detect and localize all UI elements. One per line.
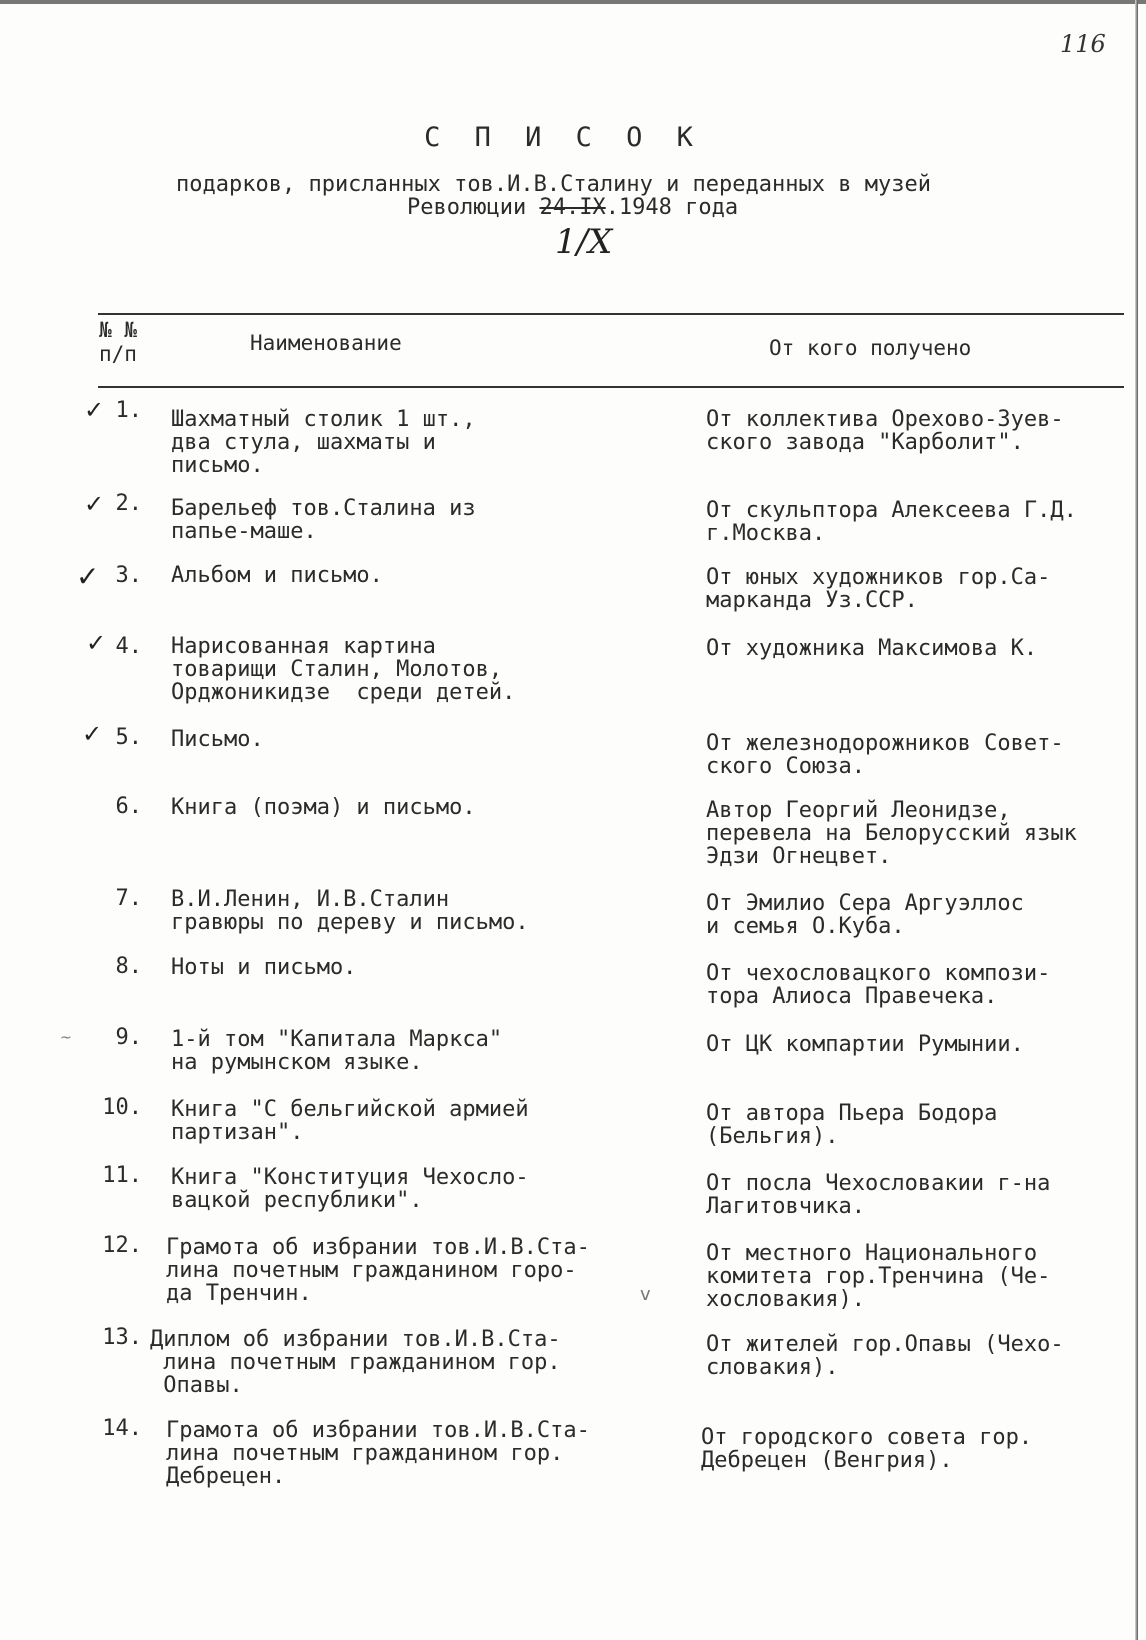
row-number: 14.	[102, 1416, 142, 1441]
row-number: 8.	[115, 954, 142, 979]
table-top-rule	[98, 313, 1124, 315]
table-header-rule	[98, 386, 1124, 388]
row-name: Ноты и письмо.	[171, 955, 357, 980]
row-from: От автора Пьера Бодора (Бельгия).	[706, 1101, 998, 1149]
row-from: От коллектива Орехово-Зуев- ского завода "Карболит".	[706, 407, 1064, 455]
row-name: Грамота об избрании тов.И.В.Ста- лина почетным гражданином горо- да Тренчин.	[166, 1235, 590, 1306]
check-mark-icon: ✓	[84, 396, 105, 424]
row-name: Барельеф тов.Сталина из папье-маше.	[171, 496, 476, 544]
subtitle-line-1: подарков, присланных тов.И.В.Сталину и переданных в музей	[176, 172, 931, 197]
row-name: 1-й том "Капитала Маркса" на румынском языке.	[171, 1027, 503, 1075]
row-from: От местного Национального комитета гор.Тренчина (Че- хословакия).	[706, 1241, 1051, 1312]
row-number: 4.	[115, 634, 142, 659]
row-number: 6.	[115, 794, 142, 819]
subtitle-line-2	[407, 195, 738, 220]
row-number: 7.	[115, 886, 142, 911]
check-mark-icon: ✓	[82, 720, 103, 748]
scan-edge-top	[0, 0, 1146, 4]
row-number: 9.	[115, 1025, 142, 1050]
row-number: 3.	[115, 563, 142, 588]
row-number: 12.	[102, 1233, 142, 1258]
subtitle-line-2-before: Революции	[407, 195, 540, 220]
row-from: От жителей гор.Опавы (Чехо- словакия).	[706, 1332, 1064, 1380]
row-name: Книга "С бельгийской армией партизан".	[171, 1097, 529, 1145]
header-number	[99, 318, 137, 366]
row-name: Нарисованная картина товарищи Сталин, Молотов, Орджоникидзе среди детей.	[171, 634, 516, 705]
row-from: Автор Георгий Леонидзе, перевела на Белорусский язык Эдзи Огнецвет.	[706, 798, 1077, 869]
row-number: 11.	[102, 1163, 142, 1188]
row-name: Альбом и письмо.	[171, 563, 383, 588]
row-from: От железнодорожников Совет- ского Союза.	[706, 731, 1064, 779]
row-name: Диплом об избрании тов.И.В.Ста- лина почетным гражданином гор. Опавы.	[150, 1327, 561, 1398]
document-title	[0, 122, 1146, 153]
page-number: 116	[1060, 30, 1106, 58]
row-number: 13.	[102, 1325, 142, 1350]
check-mark-icon: ✓	[76, 560, 100, 593]
header-number-line-2: п/п	[99, 342, 137, 366]
row-number: 5.	[115, 725, 142, 750]
row-number: 10.	[102, 1095, 142, 1120]
scan-edge-right	[1135, 0, 1138, 1640]
struck-date: 24.IX	[539, 195, 606, 220]
handwritten-date: 1/X	[555, 222, 613, 262]
row-name: Шахматный столик 1 шт., два стула, шахматы и письмо.	[171, 407, 476, 478]
subtitle-line-2-after: .1948 года	[605, 195, 739, 220]
check-mark-icon: ✓	[84, 490, 105, 518]
row-from: От ЦК компартии Румынии.	[706, 1032, 1024, 1057]
pencil-mark-icon: v	[640, 1284, 651, 1305]
row-from: От чехословацкого компози- тора Алиоса Правечека.	[706, 961, 1051, 1009]
header-from: От кого получено	[769, 336, 972, 360]
row-from: От художника Максимова К.	[706, 636, 1038, 661]
row-name: Книга "Конституция Чехосло- вацкой республики".	[171, 1165, 529, 1213]
document-title-text: С П И С О К	[424, 122, 702, 153]
row-name: В.И.Ленин, И.В.Сталин гравюры по дереву и письмо.	[171, 887, 529, 935]
row-number: 2.	[115, 491, 142, 516]
row-name: Грамота об избрании тов.И.В.Ста- лина почетным гражданином гор. Дебрецен.	[166, 1418, 590, 1489]
row-number: 1.	[115, 398, 142, 423]
row-from: От Эмилио Сера Аргуэллос и семья О.Куба.	[706, 891, 1024, 939]
check-mark-icon: ✓	[86, 629, 107, 657]
row-from: От скульптора Алексеева Г.Д. г.Москва.	[706, 498, 1077, 546]
row-from: От городского совета гор. Дебрецен (Венгрия).	[701, 1425, 1033, 1473]
row-from: От посла Чехословакии г-на Лагитовчика.	[706, 1171, 1051, 1219]
row-from: От юных художников гор.Са- марканда Уз.ССР.	[706, 565, 1051, 613]
row-name: Книга (поэма) и письмо.	[171, 795, 476, 820]
pencil-mark-icon: ~	[60, 1030, 72, 1046]
row-name: Письмо.	[171, 727, 264, 752]
header-number-line-1: № №	[99, 318, 137, 342]
header-name: Наименование	[250, 331, 402, 355]
